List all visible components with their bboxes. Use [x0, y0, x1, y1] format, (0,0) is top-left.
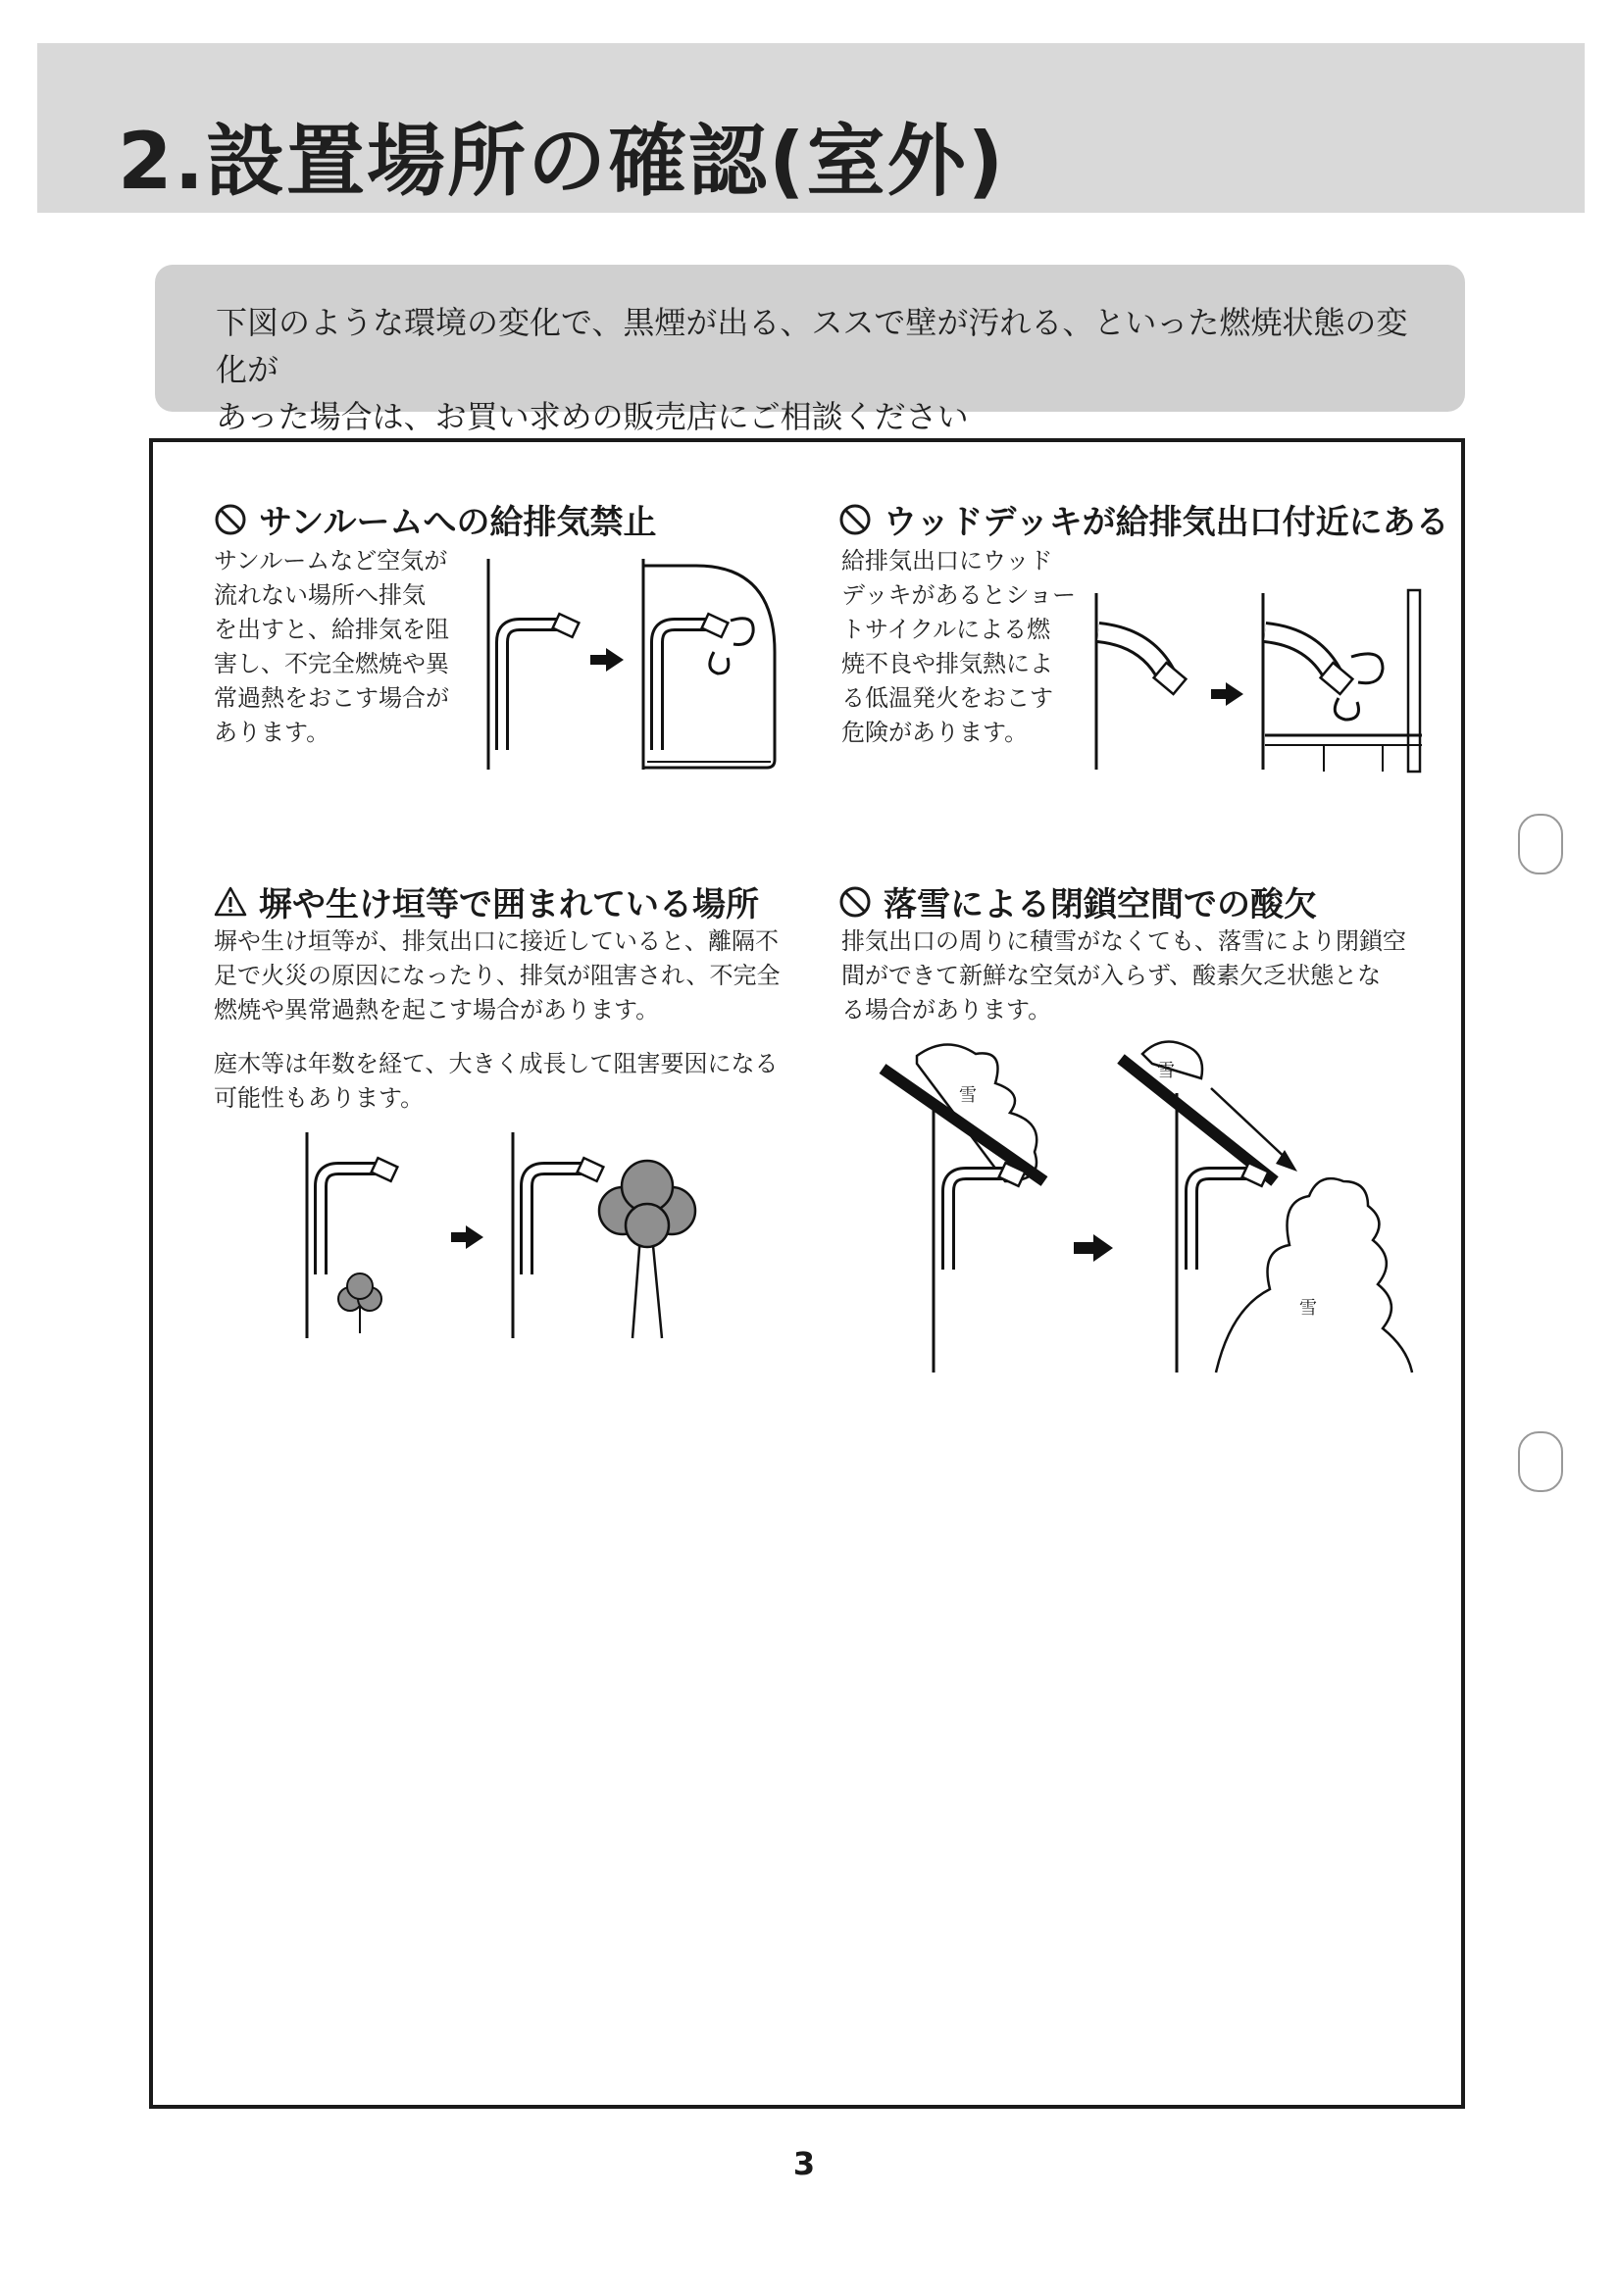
sunroom-line-2: 流れない場所へ排気: [214, 581, 426, 609]
wooddeck-line-3: トサイクルによる燃: [841, 616, 1051, 643]
sunroom-line-4: 害し、不完全燃焼や異: [214, 650, 449, 677]
notice-line-1: 下図のような環境の変化で、黒煙が出る、ススで壁が汚れる、といった燃焼状態の変化が: [216, 304, 1408, 388]
notice-text: [216, 299, 1422, 440]
fence-line-2: 足で火災の原因になったり、排気が阻害され、不完全: [214, 962, 781, 989]
notice-line-2: あった場合は、お買い求めの販売店にご相談ください: [216, 398, 969, 435]
prohibited-icon: [838, 885, 872, 919]
wooddeck-illustration: [1088, 588, 1441, 774]
wooddeck-line-1: 給排気出口にウッド: [841, 547, 1053, 574]
snow-label-roof2: 雪: [1157, 1061, 1175, 1081]
wooddeck-line-6: 危険があります。: [841, 719, 1029, 746]
binder-hole-upper: [1518, 814, 1563, 874]
fence-note-line-1: 庭木等は年数を経て、大きく成長して阻害要因になる: [214, 1050, 779, 1077]
prohibited-icon: [214, 503, 247, 536]
sunroom-illustration: [480, 554, 794, 774]
binder-hole-lower: [1518, 1431, 1563, 1492]
snow-line-1: 排気出口の周りに積雪がなくても、落雪により閉鎖空: [841, 927, 1406, 955]
section-sunroom-title: [214, 495, 656, 543]
section-fence-body: [214, 924, 780, 1027]
page-number: 3: [792, 2145, 816, 2182]
section-snow-title: [838, 877, 1317, 925]
section-sunroom-body: [214, 544, 449, 750]
fence-note-line-2: 可能性もあります。: [214, 1084, 425, 1112]
section-wooddeck-body: [841, 544, 1076, 750]
sunroom-line-3: を出すと、給排気を阻: [214, 616, 449, 643]
snow-label-pile: 雪: [1299, 1298, 1317, 1319]
fence-illustration: [299, 1127, 711, 1343]
wooddeck-line-4: 焼不良や排気熱によ: [841, 650, 1053, 677]
section-snow-heading: 落雪による閉鎖空間での酸欠: [884, 885, 1317, 924]
sunroom-line-5: 常過熱をおこす場合が: [214, 684, 449, 712]
fence-line-3: 燃焼や異常過熱を起こす場合があります。: [214, 996, 660, 1023]
snow-label-roof1: 雪: [959, 1085, 977, 1106]
section-snow-body: [841, 924, 1406, 1027]
wooddeck-line-2: デッキがあるとショー: [841, 581, 1077, 609]
fence-line-1: 塀や生け垣等が、排気出口に接近していると、離隔不: [214, 927, 779, 955]
prohibited-icon: [838, 503, 872, 536]
section-fence-title: [214, 877, 759, 925]
section-sunroom-heading: サンルームへの給排気禁止: [259, 503, 657, 542]
section-fence-heading: 塀や生け垣等で囲まれている場所: [259, 885, 759, 924]
section-wooddeck-title: [838, 495, 1449, 543]
sunroom-line-1: サンルームなど空気が: [214, 547, 448, 574]
section-fence-note: [214, 1047, 779, 1116]
sunroom-line-6: あります。: [214, 719, 330, 746]
snow-line-3: る場合があります。: [841, 996, 1052, 1023]
page-title: 2.設置場所の確認(室外): [118, 116, 1006, 207]
wooddeck-line-5: る低温発火をおこす: [841, 684, 1053, 712]
section-wooddeck-heading: ウッドデッキが給排気出口付近にある: [884, 503, 1449, 542]
warning-icon: [214, 885, 247, 919]
snow-line-2: 間ができて新鮮な空気が入らず、酸素欠乏状態とな: [841, 962, 1382, 989]
